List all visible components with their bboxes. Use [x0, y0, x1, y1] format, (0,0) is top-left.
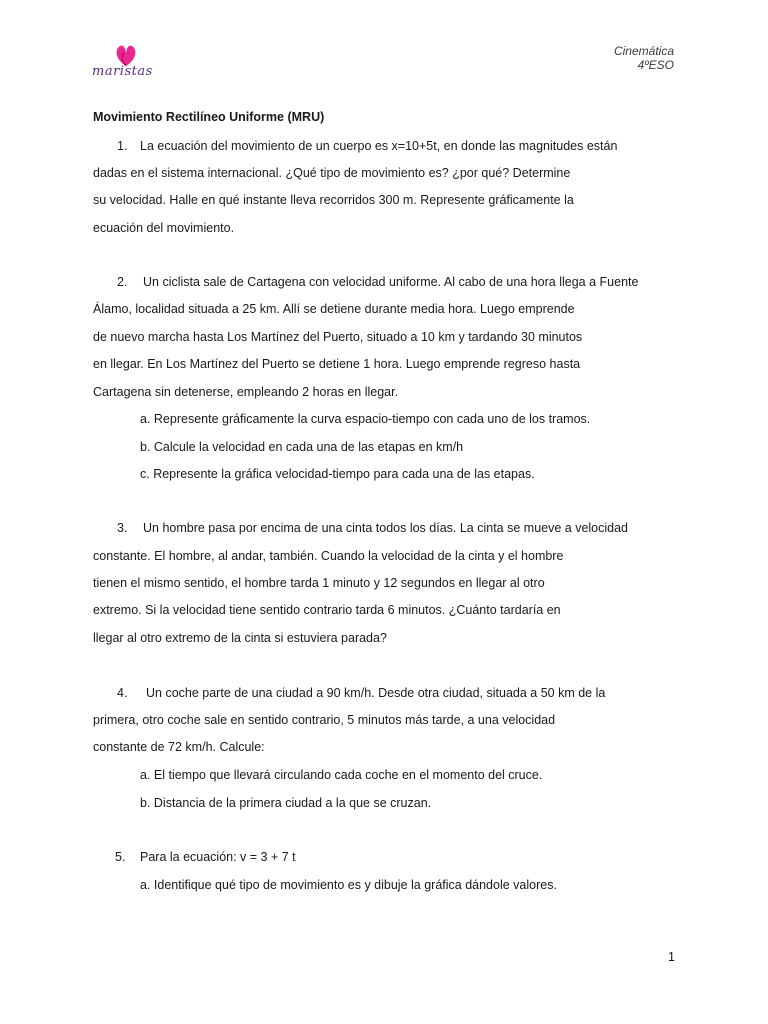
- page-title: Movimiento Rectilíneo Uniforme (MRU): [93, 110, 325, 124]
- exercise-1-line: dadas en el sistema internacional. ¿Qué tipo de movimiento es? ¿por qué? Determine: [93, 166, 571, 180]
- exercise-3-line: constante. El hombre, al andar, también. Cuando la velocidad de la cinta y el hombre: [93, 549, 564, 563]
- exercise-3-line: llegar al otro extremo de la cinta si estuviera parada?: [93, 631, 387, 645]
- exercise-4-item: b. Distancia de la primera ciudad a la que se cruzan.: [140, 796, 432, 810]
- exercise-2-item: b. Calcule la velocidad en cada una de las etapas en km/h: [140, 440, 464, 454]
- exercise-2-line: Cartagena sin detenerse, empleando 2 horas en llegar.: [93, 385, 399, 399]
- exercise-5-number: 5.: [115, 850, 126, 864]
- course-label: 4ºESO: [637, 58, 674, 72]
- exercise-4-number: 4.: [117, 686, 128, 700]
- exercise-1-line: ecuación del movimiento.: [93, 221, 235, 235]
- page-number: 1: [668, 950, 675, 964]
- exercise-4-line: Un coche parte de una ciudad a 90 km/h. Desde otra ciudad, situada a 50 km de la: [146, 686, 606, 700]
- exercise-4-line: primera, otro coche sale en sentido contrario, 5 minutos más tarde, a una velocidad: [93, 713, 556, 727]
- maristas-logo: [92, 44, 162, 88]
- exercise-4-line: constante de 72 km/h. Calcule:: [93, 740, 265, 754]
- exercise-3-line: Un hombre pasa por encima de una cinta todos los días. La cinta se mueve a velocidad: [143, 521, 629, 535]
- logo-text: maristas: [92, 64, 153, 79]
- exercise-3-line: tienen el mismo sentido, el hombre tarda 1 minuto y 12 segundos en llegar al otro: [93, 576, 545, 590]
- exercise-2-line: Un ciclista sale de Cartagena con velocidad uniforme. Al cabo de una hora llega a Fuente: [143, 275, 639, 289]
- exercise-3-line: extremo. Si la velocidad tiene sentido contrario tarda 6 minutos. ¿Cuánto tardaría en: [93, 603, 561, 617]
- exercise-4-item: a. El tiempo que llevará circulando cada coche en el momento del cruce.: [140, 768, 543, 782]
- exercise-2-item: c. Represente la gráfica velocidad-tiempo para cada una de las etapas.: [140, 467, 535, 481]
- exercise-3-number: 3.: [117, 521, 128, 535]
- subject-label: Cinemática: [613, 44, 674, 58]
- exercise-5-item: a. Identifique qué tipo de movimiento es y dibuje la gráfica dándole valores.: [140, 878, 557, 892]
- header-info: [614, 44, 674, 72]
- exercise-5-line: Para la ecuación: v = 3 + 7 t: [140, 850, 296, 864]
- exercise-1-number: 1.: [117, 139, 128, 153]
- exercise-1-line: La ecuación del movimiento de un cuerpo es x=10+5t, en donde las magnitudes están: [140, 139, 618, 153]
- exercise-2-line: en llegar. En Los Martínez del Puerto se detiene 1 hora. Luego emprende regreso hasta: [93, 357, 581, 371]
- exercise-2-item: a. Represente gráficamente la curva espacio-tiempo con cada uno de los tramos.: [140, 412, 591, 426]
- exercise-2-line: Álamo, localidad situada a 25 km. Allí se detiene durante media hora. Luego emprende: [93, 302, 575, 316]
- exercise-2-line: de nuevo marcha hasta Los Martínez del Puerto, situado a 10 km y tardando 30 minutos: [93, 330, 583, 344]
- exercise-1-line: su velocidad. Halle en qué instante lleva recorridos 300 m. Represente gráficamente la: [93, 193, 574, 207]
- exercise-2-number: 2.: [117, 275, 128, 289]
